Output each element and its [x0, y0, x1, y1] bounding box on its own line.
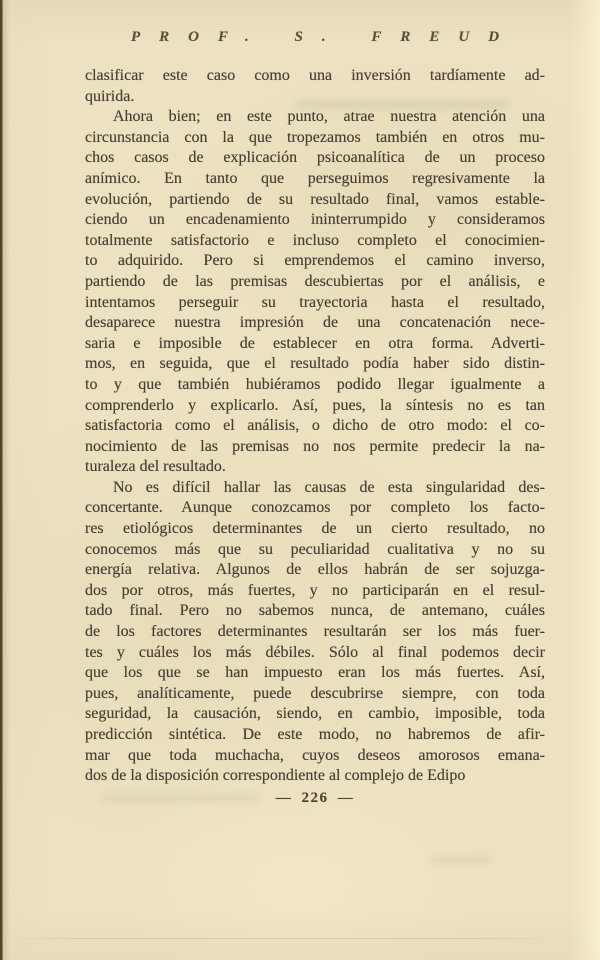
show-through-smudge: [430, 855, 490, 864]
text-line: to y que también hubiéramos podido llegar igualmente a: [85, 375, 545, 393]
text-line: predicción sintética. De este modo, no habremos de afir-: [85, 726, 545, 743]
text-line: energía relativa. Algunos de ellos habrán de ser sojuzga-: [85, 561, 545, 579]
text-line: res etiológicos determinantes de un cierto resultado, no: [85, 520, 545, 538]
text-line: nocimiento de las premisas no nos permite predecir la na-: [85, 437, 545, 455]
text-line: chos casos de explicación psicoanalítica de un proceso: [85, 149, 545, 167]
text-line: dos por otros, más fuertes, y no participarán en el resul-: [85, 581, 545, 599]
text-line: Ahora bien; en este punto, atrae nuestra atención una: [113, 108, 545, 126]
running-header: PROF. S. FREUD: [130, 29, 519, 45]
text-block: [85, 66, 545, 787]
text-line: circunstancia con la que tropezamos también en otros mu-: [85, 128, 545, 146]
text-line: de los factores determinantes resultarán ser los más fuer-: [85, 623, 545, 641]
text-line: concertante. Aunque conozcamos por completo los facto-: [85, 499, 545, 517]
text-line: clasificar este caso como una inversión tardíamente ad-: [85, 67, 545, 84]
text-line: ciendo un encadenamiento ininterrumpido y consideramos: [85, 211, 545, 229]
text-line: desaparece nuestra impresión de una concatenación nece-: [85, 314, 545, 332]
text-line: anímico. En tanto que perseguimos regresivamente la: [85, 169, 545, 187]
text-line: satisfactoria como el análisis, o dicho de otro modo: el co-: [85, 417, 545, 435]
paper-crease: [10, 938, 570, 939]
text-line: evolución, partiendo de su resultado final, vamos estable-: [85, 190, 545, 208]
text-line: dos de la disposición correspondiente al complejo de Edipo: [85, 767, 466, 785]
text-line: totalmente satisfactorio e incluso completo el conocimien-: [85, 231, 545, 249]
text-line: seguridad, la causación, siendo, en cambio, imposible, toda: [85, 705, 545, 723]
text-line: to adquirido. Pero si emprendemos el camino inverso,: [85, 252, 545, 270]
text-line: quirida.: [85, 87, 135, 105]
text-line: mar que toda muchacha, cuyos deseos amorosos emana-: [85, 746, 545, 764]
text-line: tado final. Pero no sabemos nunca, de antemano, cuáles: [85, 602, 545, 620]
text-line: comprenderlo y explicarlo. Así, pues, la síntesis no es tan: [85, 396, 545, 414]
text-line: turaleza del resultado.: [85, 458, 226, 476]
text-line: que los que se han impuesto eran los más fuertes. Así,: [85, 664, 545, 682]
text-line: pues, analíticamente, puede descubrirse siempre, con toda: [85, 684, 545, 702]
text-line: tes y cuáles los más débiles. Sólo al final podemos decir: [85, 643, 545, 661]
text-line: No es difícil hallar las causas de esta singularidad des-: [113, 478, 545, 496]
text-line: mos, en seguida, que el resultado podía haber sido distin-: [85, 355, 545, 373]
text-line: intentamos perseguir su trayectoria hasta el resultado,: [85, 293, 545, 311]
page-number: — 226 —: [275, 790, 355, 806]
text-line: conocemos más que su peculiaridad cualitativa y no su: [85, 540, 545, 558]
text-line: saria e imposible de establecer en otra forma. Adverti-: [85, 334, 545, 352]
text-line: partiendo de las premisas descubiertas por el análisis, e: [85, 272, 545, 290]
